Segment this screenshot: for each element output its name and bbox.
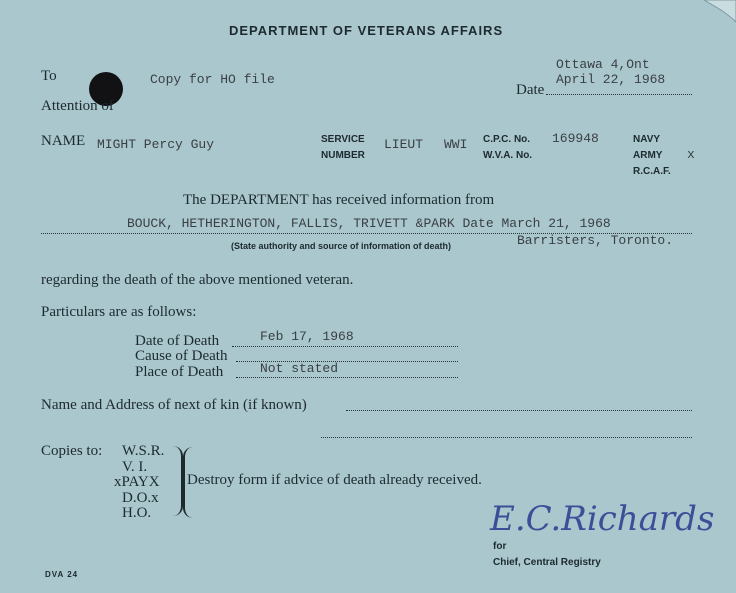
name-label: NAME (41, 133, 86, 149)
branch-rcaf: R.C.A.F. (633, 166, 671, 177)
service-label: SERVICE (321, 134, 365, 145)
next-of-kin-line-2 (321, 437, 692, 438)
place-of-death-line (236, 377, 458, 378)
date-of-death-label: Date of Death (135, 333, 220, 349)
place-of-death-label: Place of Death (135, 364, 224, 380)
copy-note: Copy for HO file (150, 72, 275, 87)
date-of-death-value: Feb 17, 1968 (260, 329, 354, 344)
copies-item-ho: H.O. (122, 505, 152, 521)
signature: E.C.Richards (490, 499, 715, 539)
folded-corner-mark (696, 0, 736, 40)
cause-of-death-label: Cause of Death (135, 348, 228, 364)
destroy-note: Destroy form if advice of death already received. (187, 472, 482, 488)
copies-item-do: D.O.x (122, 490, 159, 506)
informant-value: BOUCK, HETHERINGTON, FALLIS, TRIVETT &PARK Date March 21, 1968 (127, 216, 611, 231)
date-label: Date (516, 82, 545, 98)
place-of-death-value: Not stated (260, 361, 339, 376)
department-received: The DEPARTMENT has received information from (183, 192, 495, 208)
form-code: DVA 24 (45, 570, 79, 579)
copies-label: Copies to: (41, 443, 103, 459)
to-label: To (41, 68, 57, 84)
signature-for: for (493, 541, 507, 552)
attention-label: Attention of (41, 98, 114, 114)
wva-label: W.V.A. No. (483, 150, 533, 161)
location-value: Ottawa 4,Ont (556, 57, 650, 72)
signature-title: Chief, Central Registry (493, 557, 601, 568)
number-label: NUMBER (321, 150, 365, 161)
copies-item-vi: V. I. (122, 459, 148, 475)
brace-top (171, 446, 183, 516)
informant-caption: (State authority and source of information of death) (231, 241, 452, 251)
form-title: DEPARTMENT OF VETERANS AFFAIRS (229, 23, 504, 38)
next-of-kin-label: Name and Address of next of kin (if known) (41, 397, 307, 413)
copies-item-wsr: W.S.R. (122, 443, 165, 459)
informant-value-line2: Barristers, Toronto. (517, 233, 674, 248)
war-value: WWI (444, 137, 468, 152)
next-of-kin-line-1 (346, 410, 692, 411)
cpc-value: 169948 (552, 131, 599, 146)
branch-army-mark: x (687, 147, 695, 162)
branch-army: ARMY (633, 150, 663, 161)
date-value: April 22, 1968 (556, 72, 666, 87)
rank-value: LIEUT (384, 137, 424, 152)
branch-navy: NAVY (633, 134, 661, 145)
date-of-death-line (232, 346, 458, 347)
regarding-text: regarding the death of the above mentioned veteran. (41, 272, 354, 288)
name-value: MIGHT Percy Guy (97, 137, 215, 152)
particulars-heading: Particulars are as follows: (41, 304, 197, 320)
cpc-label: C.P.C. No. (483, 134, 531, 145)
copies-item-pay: xPAYX (114, 474, 160, 490)
date-line (546, 94, 692, 95)
